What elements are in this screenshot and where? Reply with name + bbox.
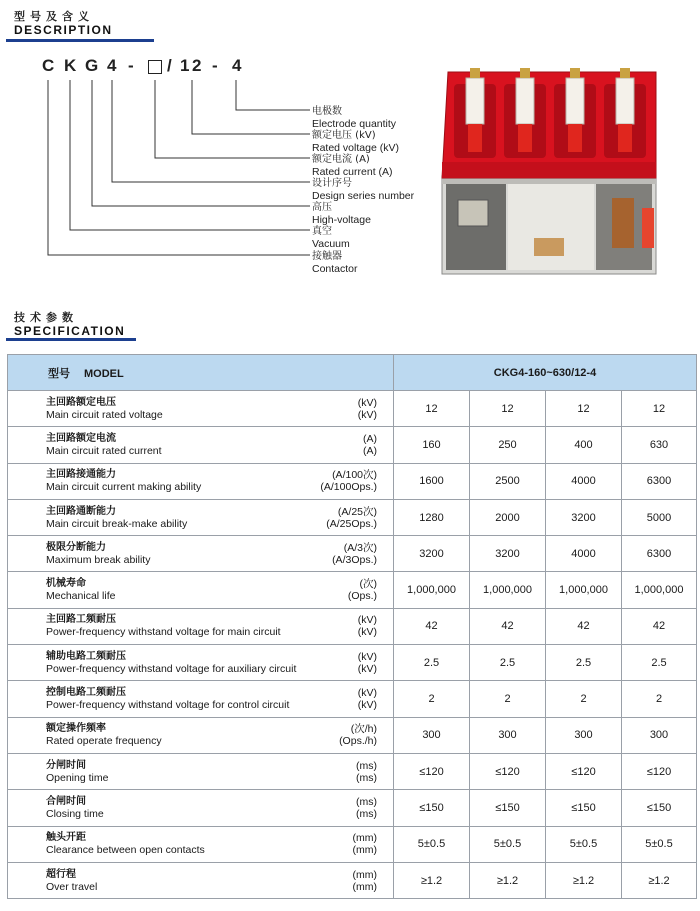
value-cell: 160 bbox=[394, 427, 470, 463]
table-row bbox=[8, 826, 697, 862]
value-cell: 42 bbox=[394, 608, 470, 644]
description-heading-en: DESCRIPTION bbox=[14, 23, 113, 37]
legend-cn: 额定电压 (kV) bbox=[312, 130, 376, 141]
value-cell: 1,000,000 bbox=[622, 572, 697, 608]
specification-table bbox=[7, 354, 697, 899]
unit-label bbox=[348, 578, 377, 602]
value-cell: 12 bbox=[394, 391, 470, 427]
legend-cn: 高压 bbox=[312, 202, 332, 213]
value-cell: 3200 bbox=[394, 536, 470, 572]
value-cell: 2.5 bbox=[622, 645, 697, 681]
code-char: - bbox=[212, 56, 218, 75]
value-cell: 2.5 bbox=[546, 645, 622, 681]
value-cell: ≥1.2 bbox=[546, 862, 622, 898]
unit-cn: (A) bbox=[363, 432, 377, 445]
unit-cn: (kV) bbox=[357, 687, 377, 700]
parameter-cell bbox=[8, 608, 394, 644]
legend-cn: 电极数 bbox=[312, 106, 342, 117]
parameter-name-en: Main circuit rated voltage bbox=[46, 408, 163, 421]
legend-item bbox=[312, 130, 399, 154]
unit-label bbox=[356, 760, 377, 784]
parameter-name-en: Closing time bbox=[46, 807, 104, 820]
unit-label bbox=[326, 506, 377, 530]
value-cell: 2.5 bbox=[394, 645, 470, 681]
parameter-name-cn: 辅助电路工频耐压 bbox=[46, 650, 126, 662]
parameter-name-en: Power-frequency withstand voltage for auxiliary circuit bbox=[46, 662, 297, 675]
parameter-name-cn: 主回路接通能力 bbox=[46, 469, 116, 481]
parameter-name-cn: 主回路额定电压 bbox=[46, 396, 116, 408]
value-cell: ≤120 bbox=[394, 753, 470, 789]
parameter-cell bbox=[8, 753, 394, 789]
vacuum-contactor-photo bbox=[436, 58, 662, 276]
parameter-name-en: Over travel bbox=[46, 880, 98, 893]
unit-cn: (kV) bbox=[357, 396, 377, 409]
unit-cn: (mm) bbox=[352, 868, 377, 881]
unit-label bbox=[358, 651, 377, 675]
value-cell: ≥1.2 bbox=[622, 862, 697, 898]
code-char: 1 bbox=[180, 56, 190, 75]
table-row bbox=[8, 681, 697, 717]
unit-en: (kV) bbox=[357, 626, 377, 639]
unit-cn: (A/3次) bbox=[343, 541, 377, 554]
unit-cn: (次/h) bbox=[350, 723, 377, 736]
parameter-name-en: Clearance between open contacts bbox=[46, 844, 205, 857]
parameter-name-cn: 机械寿命 bbox=[46, 578, 86, 590]
code-char: / bbox=[167, 56, 172, 75]
legend-item bbox=[312, 178, 414, 202]
legend-item bbox=[312, 251, 358, 275]
parameter-name-cn: 主回路通断能力 bbox=[46, 505, 116, 517]
value-cell: 42 bbox=[622, 608, 697, 644]
unit-cn: (ms) bbox=[356, 795, 377, 808]
unit-label bbox=[353, 832, 378, 856]
value-cell: 1,000,000 bbox=[546, 572, 622, 608]
value-cell: 2 bbox=[622, 681, 697, 717]
value-cell: 12 bbox=[546, 391, 622, 427]
unit-label bbox=[358, 614, 377, 638]
value-cell: 2 bbox=[546, 681, 622, 717]
value-cell: 4000 bbox=[546, 463, 622, 499]
table-row bbox=[8, 753, 697, 789]
value-cell: 42 bbox=[546, 608, 622, 644]
value-cell: ≤150 bbox=[546, 790, 622, 826]
value-cell: ≤120 bbox=[622, 753, 697, 789]
value-cell: 3200 bbox=[470, 536, 546, 572]
unit-en: (kV) bbox=[357, 699, 377, 712]
value-cell: 2000 bbox=[470, 499, 546, 535]
value-cell: 6300 bbox=[622, 536, 697, 572]
parameter-cell bbox=[8, 645, 394, 681]
value-cell: ≤120 bbox=[470, 753, 546, 789]
parameter-name-en: Main circuit break-make ability bbox=[46, 517, 188, 530]
parameter-name-en: Maximum break ability bbox=[46, 553, 151, 566]
parameter-name-en: Power-frequency withstand voltage for control circuit bbox=[46, 699, 290, 712]
value-cell: 630 bbox=[622, 427, 697, 463]
table-row bbox=[8, 499, 697, 535]
unit-cn: (mm) bbox=[352, 832, 377, 845]
value-cell: 5±0.5 bbox=[546, 826, 622, 862]
value-cell: 400 bbox=[546, 427, 622, 463]
description-heading-cn: 型号及含义 bbox=[14, 10, 94, 23]
table-header-row bbox=[8, 355, 697, 391]
parameter-cell bbox=[8, 391, 394, 427]
legend-item bbox=[312, 154, 393, 178]
model-label-cn: 型号 bbox=[48, 366, 70, 380]
unit-cn: (A/25次) bbox=[337, 505, 377, 518]
value-cell: 5000 bbox=[622, 499, 697, 535]
parameter-cell bbox=[8, 463, 394, 499]
unit-en: (ms) bbox=[356, 771, 377, 784]
unit-en: (mm) bbox=[352, 844, 377, 857]
value-cell: 300 bbox=[622, 717, 697, 753]
legend-en: High-voltage bbox=[312, 214, 371, 226]
legend-en: Design series number bbox=[312, 190, 415, 202]
value-cell: 300 bbox=[394, 717, 470, 753]
parameter-name-cn: 额定操作频率 bbox=[46, 723, 106, 735]
unit-cn: (A/100次) bbox=[332, 469, 377, 482]
value-cell: 2 bbox=[470, 681, 546, 717]
code-char: C bbox=[42, 56, 55, 75]
unit-en: (Ops.) bbox=[347, 590, 377, 603]
unit-en: (A/25Ops.) bbox=[326, 517, 377, 530]
value-cell: 1280 bbox=[394, 499, 470, 535]
parameter-cell bbox=[8, 826, 394, 862]
value-cell: 3200 bbox=[546, 499, 622, 535]
parameter-name-en: Main circuit rated current bbox=[46, 444, 162, 457]
table-row bbox=[8, 572, 697, 608]
legend-cn: 真空 bbox=[312, 226, 332, 237]
table-row bbox=[8, 463, 697, 499]
table-row bbox=[8, 608, 697, 644]
code-char: G bbox=[85, 56, 99, 75]
unit-label bbox=[332, 542, 377, 566]
specification-heading-en: SPECIFICATION bbox=[14, 324, 126, 338]
table-row bbox=[8, 645, 697, 681]
value-cell: ≥1.2 bbox=[470, 862, 546, 898]
parameter-name-cn: 超行程 bbox=[46, 868, 76, 880]
model-value-cell: CKG4-160~630/12-4 bbox=[394, 355, 697, 391]
unit-en: (Ops./h) bbox=[339, 735, 377, 748]
parameter-name-en: Main circuit current making ability bbox=[46, 481, 202, 494]
legend-item bbox=[312, 106, 396, 130]
legend-cn: 接触器 bbox=[312, 251, 342, 262]
legend-en: Electrode quantity bbox=[312, 118, 397, 130]
unit-cn: (kV) bbox=[357, 614, 377, 627]
legend-item bbox=[312, 226, 350, 250]
table-row bbox=[8, 391, 697, 427]
specification-heading-cn: 技术参数 bbox=[14, 311, 78, 324]
parameter-cell bbox=[8, 681, 394, 717]
model-label-cell bbox=[8, 355, 394, 391]
parameter-cell bbox=[8, 572, 394, 608]
table-row bbox=[8, 717, 697, 753]
unit-en: (A/100Ops.) bbox=[320, 481, 377, 494]
value-cell: 1,000,000 bbox=[394, 572, 470, 608]
parameter-name-en: Rated operate frequency bbox=[46, 735, 162, 748]
parameter-cell bbox=[8, 499, 394, 535]
value-cell: 5±0.5 bbox=[394, 826, 470, 862]
code-char: - bbox=[128, 56, 134, 75]
unit-label bbox=[320, 469, 377, 493]
unit-label bbox=[358, 397, 377, 421]
table-row bbox=[8, 790, 697, 826]
unit-en: (A/3Ops.) bbox=[332, 553, 377, 566]
unit-en: (kV) bbox=[357, 662, 377, 675]
parameter-name-cn: 主回路额定电流 bbox=[46, 432, 116, 444]
legend-cn: 额定电流 (A) bbox=[312, 154, 370, 165]
unit-cn: (kV) bbox=[357, 650, 377, 663]
value-cell: 2.5 bbox=[470, 645, 546, 681]
parameter-cell bbox=[8, 790, 394, 826]
unit-label bbox=[353, 869, 378, 893]
value-cell: 4000 bbox=[546, 536, 622, 572]
legend-en: Rated current (A) bbox=[312, 166, 393, 178]
value-cell: ≤150 bbox=[470, 790, 546, 826]
value-cell: 12 bbox=[470, 391, 546, 427]
code-char: 4 bbox=[232, 56, 242, 75]
parameter-cell bbox=[8, 862, 394, 898]
parameter-name-cn: 极限分断能力 bbox=[46, 541, 106, 553]
value-cell: 2 bbox=[394, 681, 470, 717]
unit-en: (A) bbox=[363, 444, 377, 457]
parameter-name-en: Power-frequency withstand voltage for main circuit bbox=[46, 626, 281, 639]
table-row bbox=[8, 427, 697, 463]
table-row bbox=[8, 862, 697, 898]
unit-label bbox=[339, 723, 377, 747]
parameter-name-cn: 控制电路工频耐压 bbox=[46, 687, 126, 699]
legend-item bbox=[312, 202, 371, 226]
specification-heading-rule bbox=[6, 338, 136, 341]
parameter-cell bbox=[8, 536, 394, 572]
parameter-name-cn: 合闸时间 bbox=[46, 795, 86, 807]
value-cell: 6300 bbox=[622, 463, 697, 499]
value-cell: ≤150 bbox=[622, 790, 697, 826]
code-char: K bbox=[64, 56, 77, 75]
table-row bbox=[8, 536, 697, 572]
value-cell: 12 bbox=[622, 391, 697, 427]
parameter-cell bbox=[8, 427, 394, 463]
code-char: 2 bbox=[192, 56, 202, 75]
parameter-name-cn: 主回路工频耐压 bbox=[46, 614, 116, 626]
value-cell: 300 bbox=[546, 717, 622, 753]
legend-cn: 设计序号 bbox=[312, 178, 352, 189]
unit-cn: (ms) bbox=[356, 759, 377, 772]
unit-en: (kV) bbox=[357, 408, 377, 421]
legend-en: Contactor bbox=[312, 263, 358, 275]
value-cell: 250 bbox=[470, 427, 546, 463]
unit-label bbox=[358, 687, 377, 711]
value-cell: 5±0.5 bbox=[470, 826, 546, 862]
value-cell: 42 bbox=[470, 608, 546, 644]
value-cell: 1600 bbox=[394, 463, 470, 499]
unit-en: (mm) bbox=[352, 880, 377, 893]
parameter-name-cn: 触头开距 bbox=[46, 832, 86, 844]
unit-label bbox=[363, 433, 377, 457]
value-cell: 5±0.5 bbox=[622, 826, 697, 862]
value-cell: ≤120 bbox=[546, 753, 622, 789]
parameter-name-en: Mechanical life bbox=[46, 590, 116, 603]
value-cell: 300 bbox=[470, 717, 546, 753]
code-char: 4 bbox=[107, 56, 117, 75]
value-cell: 2500 bbox=[470, 463, 546, 499]
legend-en: Rated voltage (kV) bbox=[312, 142, 399, 154]
value-cell: 1,000,000 bbox=[470, 572, 546, 608]
legend-en: Vacuum bbox=[312, 238, 350, 250]
value-cell: ≥1.2 bbox=[394, 862, 470, 898]
unit-cn: (次) bbox=[359, 578, 377, 591]
parameter-name-en: Opening time bbox=[46, 771, 109, 784]
model-label-en: MODEL bbox=[84, 367, 124, 380]
value-cell: ≤150 bbox=[394, 790, 470, 826]
parameter-name-cn: 分闸时间 bbox=[46, 759, 86, 771]
unit-en: (ms) bbox=[356, 807, 377, 820]
specification-heading bbox=[14, 311, 125, 338]
unit-label bbox=[356, 796, 377, 820]
parameter-cell bbox=[8, 717, 394, 753]
